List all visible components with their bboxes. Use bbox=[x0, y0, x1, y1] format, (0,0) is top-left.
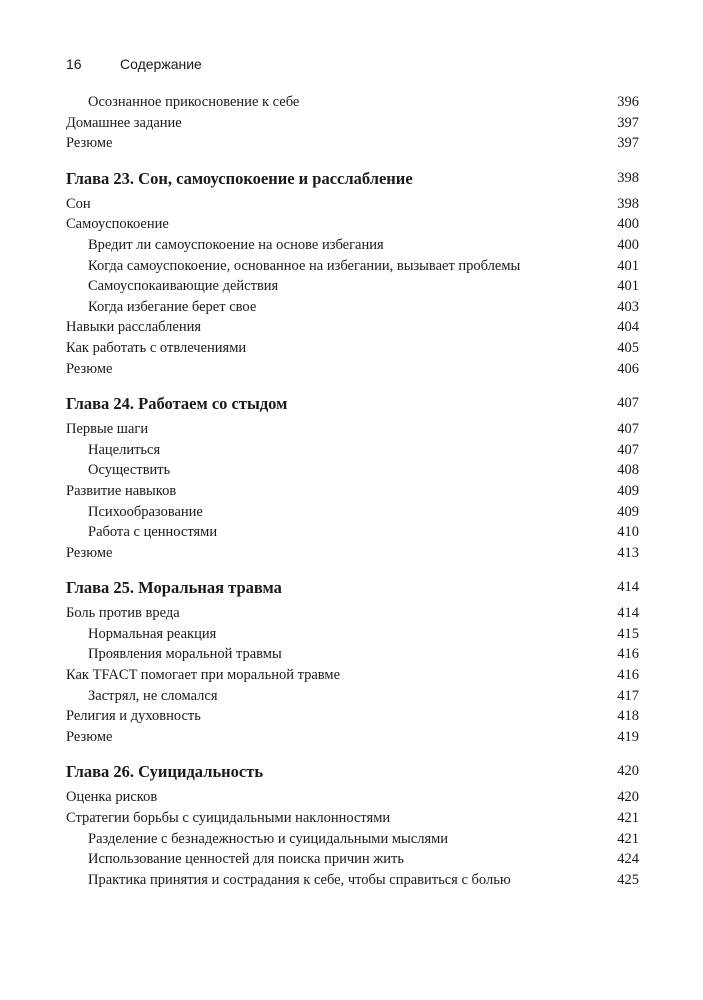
toc-page-number: 421 bbox=[617, 810, 639, 827]
toc-subsection bbox=[66, 644, 639, 665]
toc-entry-title: Резюме bbox=[66, 544, 113, 561]
toc-section bbox=[66, 727, 639, 748]
toc-page-number: 397 bbox=[617, 114, 639, 131]
toc-page-number: 417 bbox=[617, 687, 639, 704]
toc-page-number: 401 bbox=[617, 257, 639, 274]
toc-section bbox=[66, 214, 639, 235]
toc-subsection bbox=[66, 235, 639, 256]
toc-page-number: 414 bbox=[617, 605, 639, 622]
toc-page-number: 418 bbox=[617, 708, 639, 725]
toc-section bbox=[66, 665, 639, 686]
toc-subsection bbox=[66, 92, 639, 113]
toc-entry-title: Психообразование bbox=[88, 503, 203, 520]
toc-entry-title: Глава 23. Сон, самоуспокоение и расслабление bbox=[66, 168, 413, 188]
toc-page-number: 398 bbox=[617, 169, 639, 186]
toc-page-number: 404 bbox=[617, 319, 639, 336]
toc-section bbox=[66, 787, 639, 808]
toc-page-number: 400 bbox=[617, 216, 639, 233]
page-number: 16 bbox=[66, 56, 82, 72]
toc-section bbox=[66, 481, 639, 502]
toc-page-number: 407 bbox=[617, 395, 639, 412]
toc-entry-title: Боль против вреда bbox=[66, 605, 180, 622]
toc-entry-title: Практика принятия и сострадания к себе, чтобы справиться с болью bbox=[88, 871, 511, 888]
toc-page-number: 420 bbox=[617, 789, 639, 806]
toc-page-number: 408 bbox=[617, 462, 639, 479]
toc-page-number: 407 bbox=[617, 441, 639, 458]
toc-subsection bbox=[66, 829, 639, 850]
toc-chapter-heading bbox=[66, 577, 639, 599]
toc-page-number: 415 bbox=[617, 625, 639, 642]
toc-chapter-heading bbox=[66, 168, 639, 190]
toc-section bbox=[66, 359, 639, 380]
toc-chapter-heading bbox=[66, 393, 639, 415]
toc-entry-title: Когда самоуспокоение, основанное на избегании, вызывает проблемы bbox=[88, 257, 521, 274]
toc-entry-title: Нацелиться bbox=[88, 441, 161, 458]
toc-subsection bbox=[66, 440, 639, 461]
toc-page-number: 421 bbox=[617, 830, 639, 847]
toc-page-number: 416 bbox=[617, 667, 639, 684]
toc-page-number: 405 bbox=[617, 339, 639, 356]
toc-entry-title: Самоуспокаивающие действия bbox=[88, 278, 279, 295]
toc-entry-title: Нормальная реакция bbox=[88, 625, 217, 642]
toc-page-number: 398 bbox=[617, 195, 639, 212]
toc-entry-title: Застрял, не сломался bbox=[88, 687, 218, 704]
toc-section bbox=[66, 808, 639, 829]
toc-subsection bbox=[66, 870, 639, 891]
toc-page-number: 414 bbox=[617, 579, 639, 596]
toc-section bbox=[66, 543, 639, 564]
toc-page-number: 425 bbox=[617, 871, 639, 888]
toc-entry-title: Сон bbox=[66, 195, 91, 212]
toc-entry-title: Когда избегание берет свое bbox=[88, 298, 257, 315]
toc-entry-title: Осознанное прикосновение к себе bbox=[88, 94, 300, 110]
toc-entry-title: Проявления моральной травмы bbox=[88, 646, 282, 663]
toc-page-number: 419 bbox=[617, 728, 639, 745]
toc-subsection bbox=[66, 522, 639, 543]
toc-entry-title: Использование ценностей для поиска причин жить bbox=[88, 851, 404, 868]
toc-chapter-heading bbox=[66, 761, 639, 783]
toc-entry-title: Домашнее задание bbox=[66, 114, 182, 131]
toc-subsection bbox=[66, 502, 639, 523]
toc-page-number: 410 bbox=[617, 524, 639, 541]
toc-section bbox=[66, 133, 639, 154]
toc-section bbox=[66, 603, 639, 624]
toc-subsection bbox=[66, 256, 639, 277]
toc-subsection bbox=[66, 624, 639, 645]
toc-subsection bbox=[66, 849, 639, 870]
toc-section bbox=[66, 194, 639, 215]
toc-entry-title: Резюме bbox=[66, 728, 113, 745]
toc-page-number: 406 bbox=[617, 360, 639, 377]
toc-entry-title: Религия и духовность bbox=[66, 708, 201, 725]
running-title: Содержание bbox=[120, 56, 202, 72]
toc-entry-title: Глава 26. Суицидальность bbox=[66, 762, 264, 782]
toc-section bbox=[66, 419, 639, 440]
toc-entry-title: Навыки расслабления bbox=[66, 319, 202, 336]
toc-page-number: 413 bbox=[617, 544, 639, 561]
table-of-contents bbox=[66, 92, 639, 890]
toc-page-number: 424 bbox=[617, 851, 639, 868]
toc-page-number: 409 bbox=[617, 503, 639, 520]
toc-entry-title: Осуществить bbox=[88, 462, 171, 479]
toc-entry-title: Развитие навыков bbox=[66, 482, 177, 499]
toc-entry-title: Разделение с безнадежностью и суицидальными мыслями bbox=[88, 830, 449, 847]
toc-page-number: 409 bbox=[617, 482, 639, 499]
toc-entry-title: Самоуспокоение bbox=[66, 216, 169, 233]
toc-section bbox=[66, 113, 639, 134]
toc-page-number: 416 bbox=[617, 646, 639, 663]
toc-entry-title: Оценка рисков bbox=[66, 789, 158, 806]
toc-entry-title: Стратегии борьбы с суицидальными наклонностями bbox=[66, 810, 391, 827]
toc-entry-title: Вредит ли самоуспокоение на основе избегания bbox=[88, 236, 384, 253]
toc-section bbox=[66, 338, 639, 359]
toc-page-number: 407 bbox=[617, 421, 639, 438]
toc-subsection bbox=[66, 297, 639, 318]
toc-page-number: 397 bbox=[617, 135, 639, 152]
toc-entry-title: Резюме bbox=[66, 360, 113, 377]
toc-subsection bbox=[66, 460, 639, 481]
toc-page-number: 403 bbox=[617, 298, 639, 315]
toc-subsection bbox=[66, 276, 639, 297]
toc-entry-title: Как TFACT помогает при моральной травме bbox=[66, 667, 341, 684]
toc-page-number: 396 bbox=[617, 94, 639, 110]
toc-section bbox=[66, 706, 639, 727]
toc-entry-title: Глава 24. Работаем со стыдом bbox=[66, 394, 288, 414]
toc-page-number: 401 bbox=[617, 278, 639, 295]
toc-section bbox=[66, 317, 639, 338]
toc-entry-title: Резюме bbox=[66, 135, 113, 152]
toc-entry-title: Как работать с отвлечениями bbox=[66, 339, 247, 356]
toc-entry-title: Работа с ценностями bbox=[88, 524, 218, 541]
toc-entry-title: Глава 25. Моральная травма bbox=[66, 578, 282, 598]
toc-subsection bbox=[66, 686, 639, 707]
toc-page-number: 400 bbox=[617, 236, 639, 253]
running-header bbox=[66, 56, 202, 72]
toc-entry-title: Первые шаги bbox=[66, 421, 149, 438]
toc-page-number: 420 bbox=[617, 763, 639, 780]
